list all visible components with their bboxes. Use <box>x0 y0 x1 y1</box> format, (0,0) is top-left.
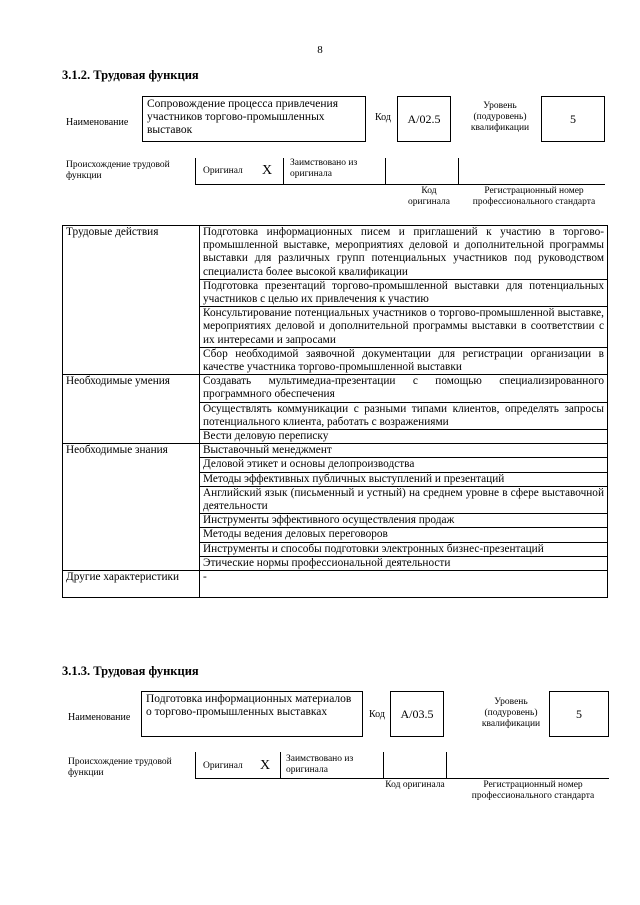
original-checkmark-312: X <box>262 163 273 178</box>
section-title-312: 3.1.2. Трудовая функция <box>62 68 199 82</box>
orig-code-label-313: Код оригинала <box>385 780 445 790</box>
function-name-313: Подготовка информационных материалов о торгово-промышленных выставках <box>141 691 363 737</box>
knowledge-item-1: Выставочный менеджмент <box>200 444 608 458</box>
knowledge-item-2: Деловой этикет и основы делопроизводства <box>200 458 608 472</box>
level-label-312: Уровень (подуровень) квалификации <box>470 101 530 133</box>
function-code-312: A/02.5 <box>397 96 451 142</box>
knowledge-item-7: Инструменты и способы подготовки электронных бизнес-презентаций <box>200 542 608 556</box>
section-title-313: 3.1.3. Трудовая функция <box>62 664 199 678</box>
label-other: Другие характеристики <box>63 571 200 598</box>
skill-item-2: Осуществлять коммуникации с разными типами клиентов, определять запросы потенциального клиента, работать с возражениями <box>200 402 608 429</box>
requirements-table-312 <box>62 225 608 598</box>
reg-number-label-312: Регистрационный номер профессионального стандарта <box>472 186 596 207</box>
label-knowledge: Необходимые знания <box>63 444 200 571</box>
qualification-level-312: 5 <box>541 96 605 142</box>
function-name-312: Сопровождение процесса привлечения участников торгово-промышленных выставок <box>142 96 366 142</box>
knowledge-item-8: Этические нормы профессиональной деятельности <box>200 556 608 570</box>
code-label-312: Код <box>375 112 391 123</box>
knowledge-item-5: Инструменты эффективного осуществления продаж <box>200 514 608 528</box>
original-label-313: Оригинал <box>203 761 243 771</box>
action-item-4: Сбор необходимой заявочной документации для регистрации организации в качестве участника торгово-промышленной выставки <box>200 347 608 374</box>
knowledge-item-6: Методы ведения деловых переговоров <box>200 528 608 542</box>
borrowed-label-312: Заимствовано из оригинала <box>290 158 358 179</box>
borrowed-label-313: Заимствовано из оригинала <box>286 754 354 775</box>
level-label-313: Уровень (подуровень) квалификации <box>481 697 541 729</box>
action-item-1: Подготовка информационных писем и приглашений к участию в торгово-промышленной выставке, мероприятиях деловой и дополнительной программы выставки для различных групп потенциальных участников под руководством специалиста более высокой квалификации <box>200 226 608 280</box>
original-label-312: Оригинал <box>203 166 243 176</box>
knowledge-item-3: Методы эффективных публичных выступлений и презентаций <box>200 472 608 486</box>
reg-number-label-313: Регистрационный номер профессионального стандарта <box>471 780 595 801</box>
skill-item-1: Создавать мультимедиа-презентации с помощью специализированного программного обеспечения <box>200 375 608 402</box>
page-number: 8 <box>317 44 323 56</box>
origin-label-313: Происхождение трудовой функции <box>68 757 172 778</box>
knowledge-item-4: Английский язык (письменный и устный) на среднем уровне в сфере выставочной деятельности <box>200 486 608 513</box>
original-checkmark-313: X <box>260 758 271 773</box>
origin-label-312: Происхождение трудовой функции <box>66 160 170 181</box>
label-skills: Необходимые умения <box>63 375 200 444</box>
other-value: - <box>200 571 608 598</box>
qualification-level-313: 5 <box>549 691 609 737</box>
name-label-313: Наименование <box>68 712 131 723</box>
function-code-313: A/03.5 <box>390 691 444 737</box>
name-label-312: Наименование <box>66 117 129 128</box>
skill-item-3: Вести деловую переписку <box>200 430 608 444</box>
label-actions: Трудовые действия <box>63 226 200 375</box>
action-item-2: Подготовка презентаций торгово-промышленной выставки для потенциальных участников с целью их привлечения к участию <box>200 279 608 306</box>
action-item-3: Консультирование потенциальных участников о торгово-промышленной выставке, мероприятиях деловой и дополнительной программы выставки в соответствии с их интересами и запросами <box>200 307 608 348</box>
code-label-313: Код <box>369 709 385 720</box>
orig-code-label-312: Код оригинала <box>408 186 450 207</box>
